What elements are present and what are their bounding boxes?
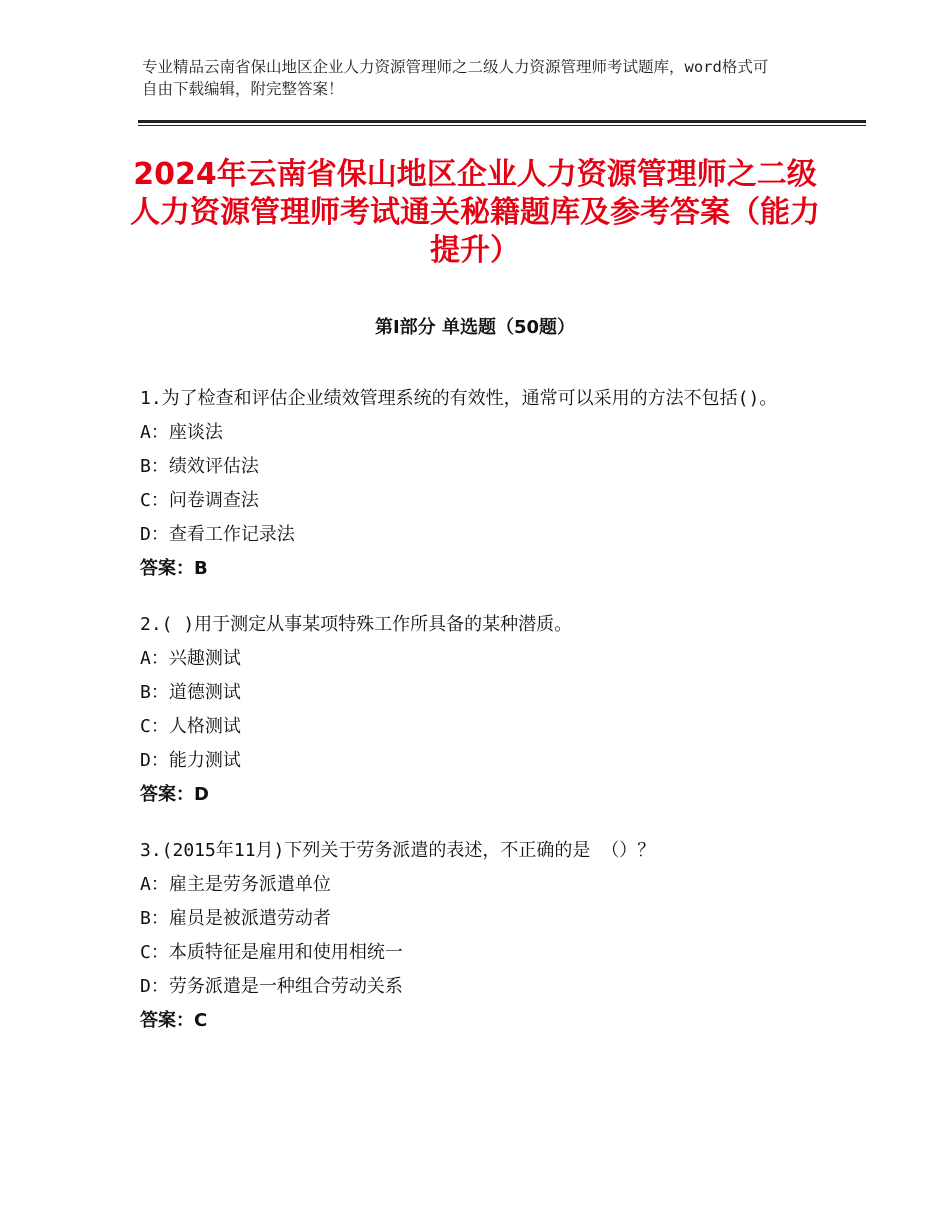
question-list bbox=[140, 382, 820, 1060]
question-2 bbox=[140, 608, 820, 812]
question-text: 2.( )用于测定从事某项特殊工作所具备的某种潜质。 bbox=[140, 614, 573, 635]
option-a: A：雇主是劳务派遣单位 bbox=[140, 874, 331, 895]
section-heading: 第Ⅰ部分 单选题（50题） bbox=[374, 317, 575, 338]
question-3 bbox=[140, 834, 820, 1038]
header-note: 专业精品云南省保山地区企业人力资源管理师之二级人力资源管理师考试题库，word格式可自由下载编辑，附完整答案！ bbox=[142, 58, 769, 98]
option-d: D：能力测试 bbox=[140, 750, 241, 771]
option-b: B：绩效评估法 bbox=[140, 456, 259, 477]
document-title: 2024年云南省保山地区企业人力资源管理师之二级人力资源管理师考试通关秘籍题库及参考答案（能力提升） bbox=[130, 157, 820, 268]
question-1 bbox=[140, 382, 820, 586]
option-c: C：问卷调查法 bbox=[140, 490, 259, 511]
answer: 答案：C bbox=[140, 1010, 208, 1031]
header-rule-thick bbox=[138, 120, 866, 123]
answer: 答案：B bbox=[140, 558, 208, 579]
option-a: A：兴趣测试 bbox=[140, 648, 241, 669]
option-c: C：本质特征是雇用和使用相统一 bbox=[140, 942, 403, 963]
option-d: D：劳务派遣是一种组合劳动关系 bbox=[140, 976, 403, 997]
answer: 答案：D bbox=[140, 784, 209, 805]
option-c: C：人格测试 bbox=[140, 716, 241, 737]
header-rule-thin bbox=[138, 125, 866, 126]
option-a: A：座谈法 bbox=[140, 422, 223, 443]
question-text: 1.为了检查和评估企业绩效管理系统的有效性，通常可以采用的方法不包括()。 bbox=[140, 388, 778, 409]
option-b: B：道德测试 bbox=[140, 682, 241, 703]
option-d: D：查看工作记录法 bbox=[140, 524, 295, 545]
option-b: B：雇员是被派遣劳动者 bbox=[140, 908, 331, 929]
question-text: 3.(2015年11月)下列关于劳务派遣的表述，不正确的是 （）？ bbox=[140, 840, 656, 861]
